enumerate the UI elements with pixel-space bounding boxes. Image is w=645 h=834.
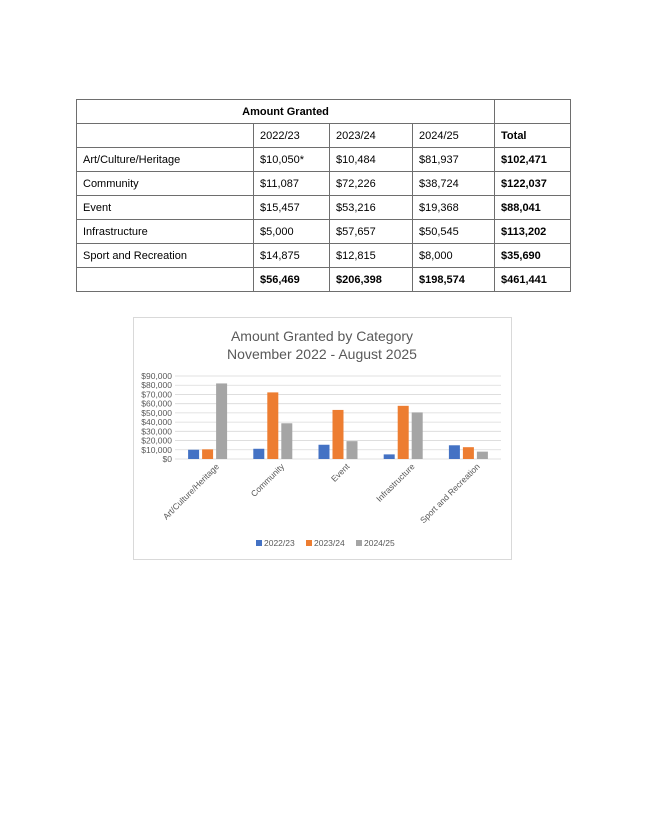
chart-subtitle: November 2022 - August 2025	[227, 346, 417, 362]
y-tick-label: $30,000	[141, 426, 172, 437]
bar-2022-23	[384, 454, 395, 459]
bar-2022-23	[319, 445, 330, 459]
table-cell: Art/Culture/Heritage	[77, 148, 254, 172]
legend-swatch	[306, 540, 312, 546]
table-cell: $88,041	[495, 196, 571, 220]
table-cell: $5,000	[254, 220, 330, 244]
y-tick-label: $10,000	[141, 444, 172, 455]
table-cell: $50,545	[413, 220, 495, 244]
y-tick-label: $70,000	[141, 389, 172, 400]
table-row	[77, 220, 571, 244]
table-cell: $10,050*	[254, 148, 330, 172]
legend-label: 2022/23	[264, 538, 295, 548]
bar-2023-24	[267, 392, 278, 459]
table-header-cell: 2024/25	[413, 124, 495, 148]
table-cell: $57,657	[330, 220, 413, 244]
x-category-label: Infrastructure	[374, 461, 417, 504]
bar-2024-25	[477, 452, 488, 459]
table-total-cell: $461,441	[495, 268, 571, 292]
table-row	[77, 172, 571, 196]
table-row	[77, 196, 571, 220]
table-cell: Sport and Recreation	[77, 244, 254, 268]
table-cell: $102,471	[495, 148, 571, 172]
table-cell: $14,875	[254, 244, 330, 268]
amount-granted-table	[76, 99, 571, 292]
table-total-cell: $206,398	[330, 268, 413, 292]
legend-swatch	[356, 540, 362, 546]
table-cell: $122,037	[495, 172, 571, 196]
table-header-row	[77, 124, 571, 148]
table-cell: $19,368	[413, 196, 495, 220]
bar-2024-25	[347, 441, 358, 459]
bar-2024-25	[281, 423, 292, 459]
table-cell	[77, 268, 254, 292]
x-category-label: Community	[248, 461, 287, 499]
table-cell: $81,937	[413, 148, 495, 172]
table-cell: $35,690	[495, 244, 571, 268]
bar-2023-24	[202, 449, 213, 459]
table-total-cell: $198,574	[413, 268, 495, 292]
table-cell: $72,226	[330, 172, 413, 196]
table-header-cell: Total	[495, 124, 571, 148]
table-row	[77, 244, 571, 268]
table-row	[77, 148, 571, 172]
x-category-label: Art/Culture/Heritage	[160, 461, 222, 522]
table-cell: $38,724	[413, 172, 495, 196]
table-cell: $11,087	[254, 172, 330, 196]
table-total-cell: $56,469	[254, 268, 330, 292]
table-cell: Community	[77, 172, 254, 196]
table-title-row	[77, 100, 571, 124]
table-cell: $53,216	[330, 196, 413, 220]
x-category-label: Sport and Recreation	[417, 461, 482, 526]
bar-2022-23	[449, 445, 460, 459]
table-cell: $12,815	[330, 244, 413, 268]
bar-2022-23	[253, 449, 264, 459]
table-cell: Infrastructure	[77, 220, 254, 244]
bar-2022-23	[188, 450, 199, 459]
table-cell: $10,484	[330, 148, 413, 172]
y-tick-label: $60,000	[141, 398, 172, 409]
y-tick-label: $50,000	[141, 407, 172, 418]
table-cell: $113,202	[495, 220, 571, 244]
legend-label: 2023/24	[314, 538, 345, 548]
bar-chart	[134, 318, 511, 559]
y-tick-label: $0	[162, 454, 172, 464]
bar-2024-25	[216, 383, 227, 459]
table-cell: Event	[77, 196, 254, 220]
y-tick-label: $40,000	[141, 417, 172, 428]
bar-2023-24	[333, 410, 344, 459]
bar-2023-24	[398, 406, 409, 459]
table-header-cell: 2022/23	[254, 124, 330, 148]
legend-swatch	[256, 540, 262, 546]
legend-label: 2024/25	[364, 538, 395, 548]
y-tick-label: $80,000	[141, 380, 172, 391]
y-tick-label: $20,000	[141, 435, 172, 446]
table-cell: $8,000	[413, 244, 495, 268]
table-header-cell: 2023/24	[330, 124, 413, 148]
x-category-label: Event	[328, 461, 352, 484]
bar-2024-25	[412, 412, 423, 459]
y-tick-label: $90,000	[141, 371, 172, 381]
table-header-cell	[77, 124, 254, 148]
bar-2023-24	[463, 447, 474, 459]
chart-title: Amount Granted by Category	[230, 328, 414, 344]
table-title: Amount Granted	[77, 100, 495, 124]
table-cell: $15,457	[254, 196, 330, 220]
table-totals-row	[77, 268, 571, 292]
table-title-blank-cell	[495, 100, 571, 124]
chart-frame	[133, 317, 512, 560]
